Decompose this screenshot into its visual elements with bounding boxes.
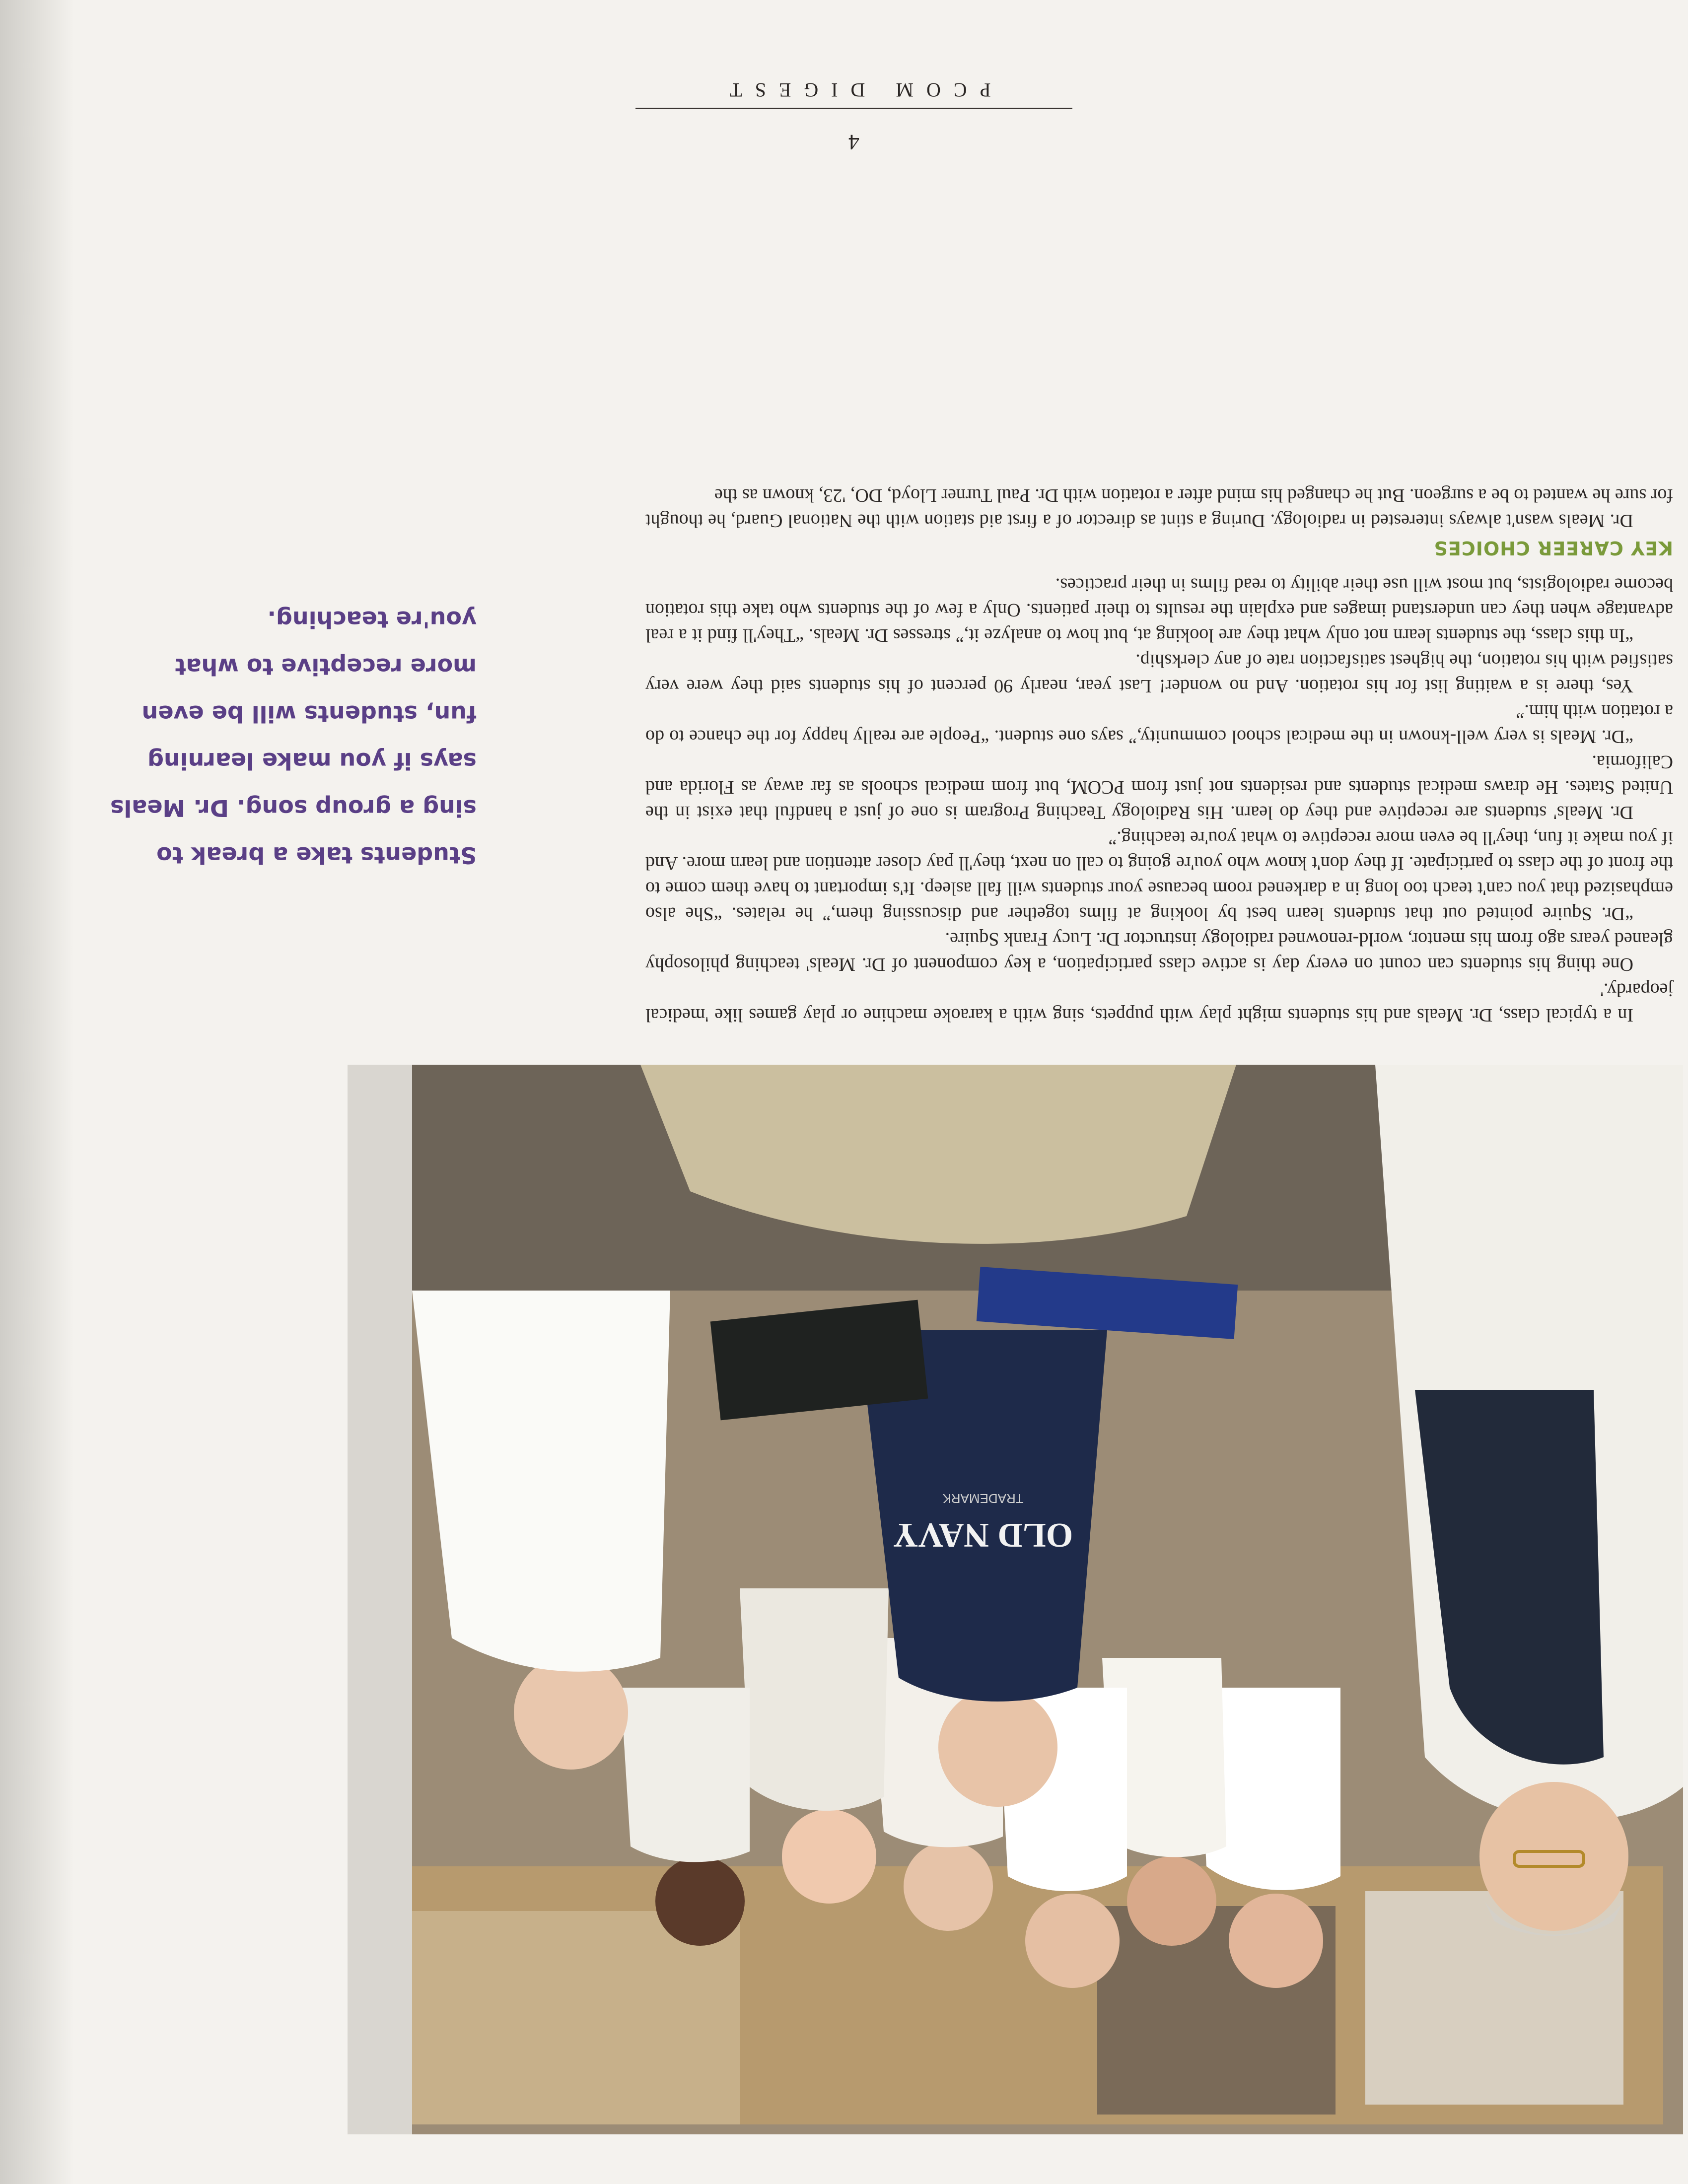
article-paragraph: Dr. Meals' students are receptive and they do learn. His Radiology Teaching Program is one of just a handful that exist in the United States. He draws medical students and residents not just from PCOM, but from medical schools as far away as Florida and California.	[645, 751, 1673, 823]
shirt-logo-subtext: TRADEMARK	[942, 1491, 1024, 1506]
magazine-page	[74, 0, 1688, 2184]
article-paragraph: “Dr. Meals is very well-known in the medical school community,” says one student. “People are really happy for the chance to do a rotation with him.”	[645, 701, 1673, 747]
article-paragraph: One thing his students can count on every day is active class participation, a key component of Dr. Meals' teaching philosophy gleaned years ago from his mentor, world-renowned radiology instructor Dr. Lucy Frank Squire.	[645, 929, 1673, 975]
publication-title: PCOM DIGEST	[717, 79, 991, 101]
pull-quote-callout: Students take a break to sing a group song. Dr. Meals says if you make learning fun, students will be even more receptive to what you're teaching.	[110, 606, 477, 869]
article-paragraph: “Dr. Squire pointed out that students learn best by looking at films together and discussing them,” he relates. “She also emphasized that you can't teach too long in a darkened room because your students will fall asleep. It's important to have them come to the front of the class to participate. If they don't know who you're going to call on next, they'll pay closer attention and learn more. And if you make it fun, they'll be even more receptive to what you're teaching.”	[645, 827, 1673, 924]
page-footer	[635, 78, 1072, 154]
article-paragraph: Yes, there is a waiting list for his rotation. And no wonder! Last year, nearly 90 percent of his students said they were very satisfied with his rotation, the highest satisfaction rate of any clerkship.	[645, 650, 1673, 696]
article-body	[645, 482, 1673, 1027]
page-number: 4	[848, 130, 859, 154]
article-closing-paragraph: Dr. Meals wasn't always interested in radiology. During a stint as director of a first aid station with the National Guard, he thought for sure he wanted to be a surgeon. But he changed his mind after a rotation with Dr. Paul Turner Lloyd, DO, '23, known as the	[645, 485, 1673, 531]
article-paragraph: “In this class, the students learn not only what they are looking at, but how to analyze it,” stresses Dr. Meals. “They'll find it a real advantage when they can understand images and explain the results to their patients. Only a few of the students who take this rotation become radiologists, but most will use their ability to read films in their practices.	[645, 574, 1673, 646]
section-subhead: KEY CAREER CHOICES	[1433, 537, 1673, 559]
page-binding-shadow	[0, 0, 74, 2184]
article-paragraph: In a typical class, Dr. Meals and his students might play with puppets, sing with a karaoke machine or play games like 'medical jeopardy.'	[645, 979, 1673, 1025]
shirt-logo-text: OLD NAVY	[893, 1516, 1073, 1554]
class-group-photo	[348, 1065, 1683, 2134]
photo-illustration	[348, 1065, 1683, 2134]
